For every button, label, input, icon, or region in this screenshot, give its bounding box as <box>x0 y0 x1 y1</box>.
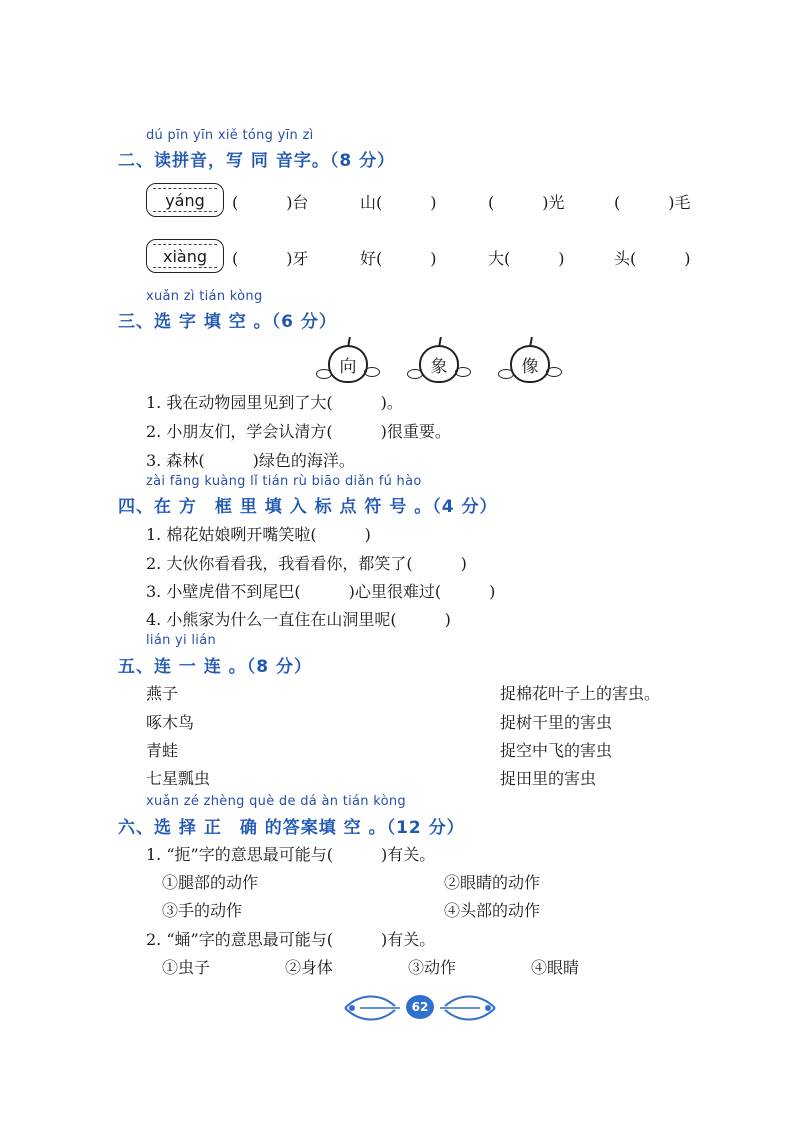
fill-blank[interactable]: ( )光 <box>488 193 565 212</box>
fill-blank[interactable]: 好( ) <box>360 249 437 268</box>
section3-pinyin: xuǎn zì tián kòng <box>146 289 263 304</box>
section3-title: 三、选 字 填 空 。（6 分） <box>118 312 337 332</box>
section2-pinyin: dú pīn yīn xiě tóng yīn zì <box>146 128 314 143</box>
animal-item[interactable]: 青蛙 <box>146 741 179 760</box>
animal-item[interactable]: 七星瓢虫 <box>146 769 211 788</box>
option-item[interactable]: ④眼睛 <box>531 958 580 977</box>
apple-choice-xiang2 <box>419 345 459 383</box>
animal-item[interactable]: 燕子 <box>146 684 179 703</box>
section4-question-3[interactable]: 3. 小壁虎借不到尾巴( )心里很难过( ) <box>146 582 496 601</box>
section6-question-1[interactable]: 1. “扼”字的意思最可能与( )有关。 <box>146 845 436 864</box>
behavior-item[interactable]: 捉空中飞的害虫 <box>500 741 613 760</box>
fill-blank[interactable]: 山( ) <box>360 193 437 212</box>
option-item[interactable]: ③动作 <box>408 958 457 977</box>
fill-blank[interactable]: 大( ) <box>488 249 565 268</box>
behavior-item[interactable]: 捉田里的害虫 <box>500 769 597 788</box>
section4-title: 四、在 方 框 里 填 入 标 点 符 号 。（4 分） <box>118 497 498 517</box>
section4-question-2[interactable]: 2. 大伙你看看我，我看看你，都笑了( ) <box>146 554 467 573</box>
pinyin-scroll-yang <box>146 183 224 217</box>
section5-title: 五、连 一 连 。（8 分） <box>118 657 313 677</box>
section3-question-2[interactable]: 2. 小朋友们，学会认清方( )很重要。 <box>146 422 451 441</box>
apple-choice-xiang1 <box>328 345 368 383</box>
option-item[interactable]: ②眼睛的动作 <box>444 873 541 892</box>
fill-blank[interactable]: ( )牙 <box>232 249 309 268</box>
pinyin-syllable: xiàng <box>162 246 207 266</box>
choice-character: 象 <box>430 356 448 377</box>
section3-question-1[interactable]: 1. 我在动物园里见到了大( )。 <box>146 393 403 412</box>
section6-pinyin: xuǎn zé zhèng què de dá àn tián kòng <box>146 794 406 809</box>
animal-item[interactable]: 啄木鸟 <box>146 713 195 732</box>
section3-question-3[interactable]: 3. 森林( )绿色的海洋。 <box>146 451 355 470</box>
fill-blank[interactable]: ( )台 <box>232 193 309 212</box>
choice-character: 像 <box>521 356 539 377</box>
behavior-item[interactable]: 捉棉花叶子上的害虫。 <box>500 684 661 703</box>
page-number: 62 <box>406 995 434 1019</box>
section6-title: 六、选 择 正 确 的答案填 空 。（12 分） <box>118 818 465 838</box>
option-item[interactable]: ④头部的动作 <box>444 901 541 920</box>
option-item[interactable]: ①虫子 <box>162 958 211 977</box>
section4-question-1[interactable]: 1. 棉花姑娘咧开嘴笑啦( ) <box>146 525 371 544</box>
fill-blank[interactable]: 头( ) <box>614 249 691 268</box>
section5-pinyin: lián yi lián <box>146 633 217 648</box>
section4-pinyin: zài fāng kuàng lǐ tián rù biāo diǎn fú hào <box>146 474 422 489</box>
fill-blank[interactable]: ( )毛 <box>614 193 691 212</box>
option-item[interactable]: ②身体 <box>285 958 334 977</box>
section6-question-2[interactable]: 2. “蛹”字的意思最可能与( )有关。 <box>146 930 436 949</box>
pinyin-syllable: yáng <box>165 190 205 210</box>
behavior-item[interactable]: 捉树干里的害虫 <box>500 713 613 732</box>
option-item[interactable]: ①腿部的动作 <box>162 873 259 892</box>
section2-title: 二、读拼音，写 同 音字。（8 分） <box>118 151 396 171</box>
pinyin-scroll-xiang <box>146 239 224 273</box>
option-item[interactable]: ③手的动作 <box>162 901 243 920</box>
choice-character: 向 <box>339 356 357 377</box>
section4-question-4[interactable]: 4. 小熊家为什么一直住在山洞里呢( ) <box>146 610 451 629</box>
apple-choice-xiang3 <box>510 345 550 383</box>
